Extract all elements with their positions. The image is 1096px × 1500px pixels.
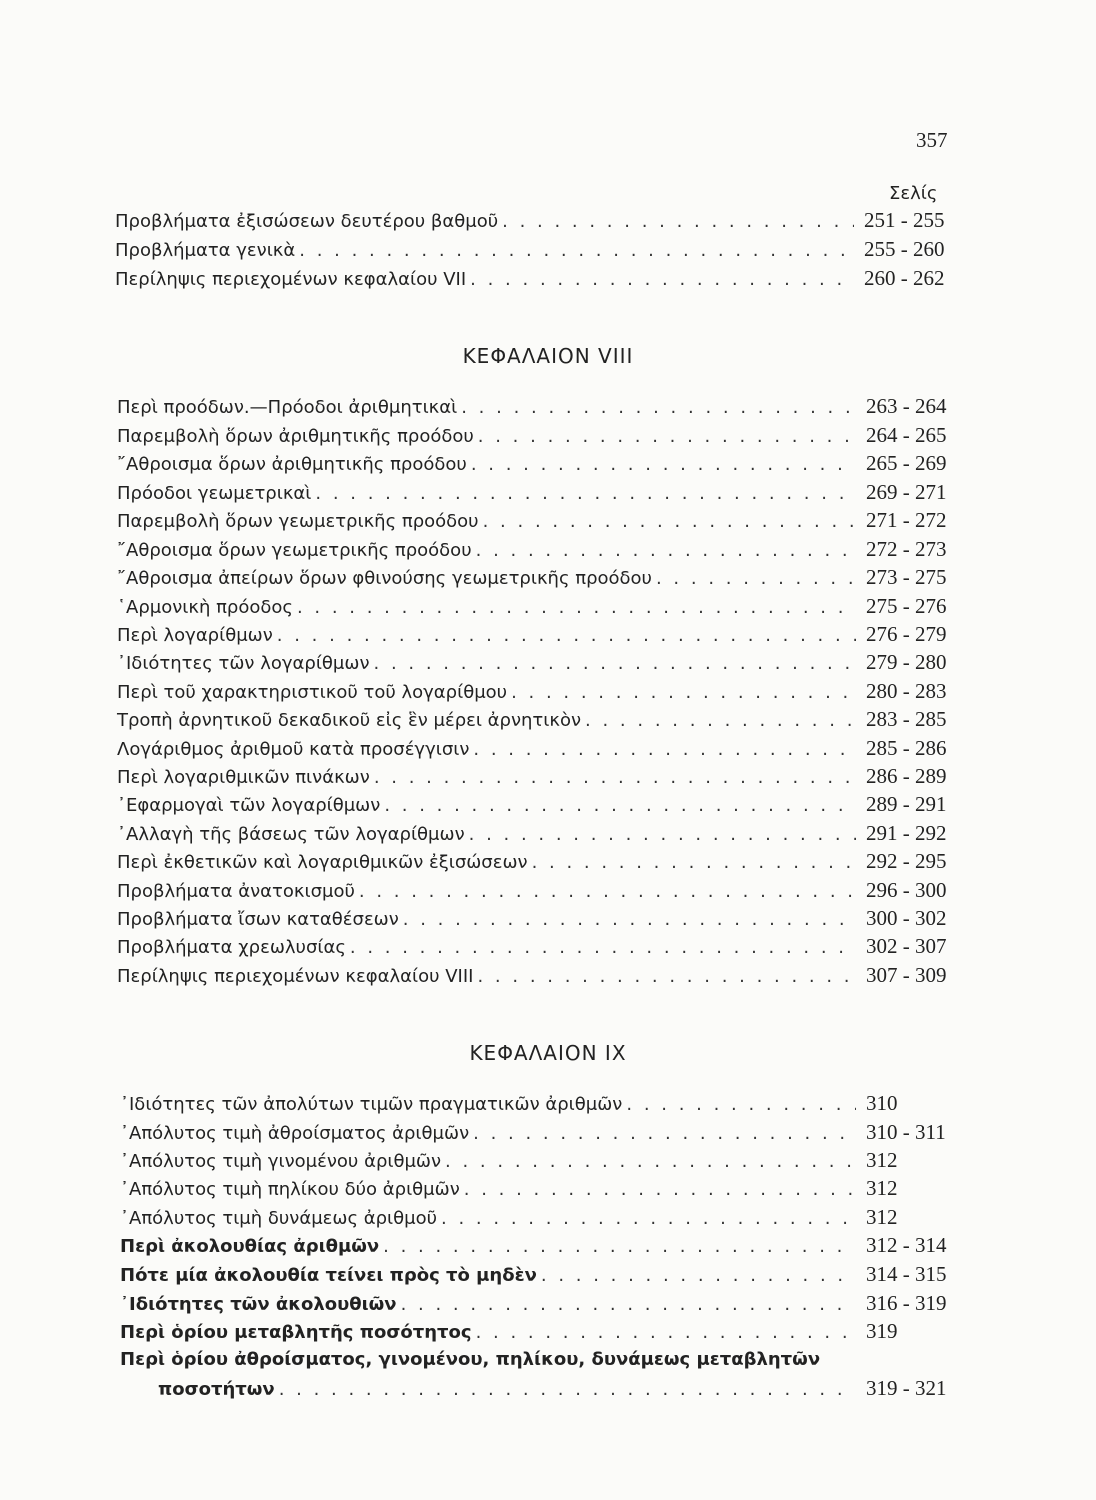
toc-title: Παρεμβολὴ ὅρων ἀριθμητικῆς προόδου [117, 426, 474, 447]
toc-title: ᾿Ιδιότητες τῶν ἀκολουθιῶν [120, 1294, 397, 1315]
toc-entry [115, 265, 960, 291]
dot-leader [502, 209, 854, 235]
toc-entry [120, 1290, 962, 1316]
dot-leader [359, 879, 856, 905]
column-header: Σελίς [889, 183, 938, 204]
toc-title: Περίληψις περιεχομένων κεφαλαίου VIII [117, 966, 474, 987]
dot-leader [299, 238, 854, 264]
dot-leader [532, 850, 856, 876]
dot-leader [461, 395, 856, 421]
toc-entry [117, 649, 962, 675]
toc-title: Προβλήματα γενικὰ [115, 240, 296, 261]
toc-entry [117, 450, 962, 476]
dot-leader [511, 680, 856, 706]
dot-leader [585, 708, 856, 734]
toc-entry [120, 1175, 962, 1201]
toc-pages: 275 - 276 [866, 594, 947, 618]
toc-entry [117, 393, 962, 419]
toc-pages: 319 [866, 1319, 898, 1343]
toc-entry [117, 933, 962, 959]
toc-title: ᾿Ιδιότητες τῶν λογαρίθμων [117, 653, 370, 674]
toc-entry [120, 1147, 962, 1173]
toc-title: Περὶ λογαριθμικῶν πινάκων [117, 767, 370, 788]
toc-pages: 276 - 279 [866, 622, 947, 646]
toc-title: ῾Αρμονικὴ πρόοδος [117, 597, 293, 618]
toc-pages: 300 - 302 [866, 906, 947, 930]
toc-pages: 312 [866, 1148, 898, 1172]
toc-entry [120, 1318, 962, 1344]
toc-entry [120, 1204, 962, 1230]
dot-leader [473, 737, 856, 763]
toc-pages: 280 - 283 [866, 679, 947, 703]
dot-leader [374, 651, 856, 677]
toc-title: Προβλήματα ἴσων καταθέσεων [117, 909, 399, 930]
toc-pages: 273 - 275 [866, 565, 947, 589]
toc-entry [117, 791, 962, 817]
toc-pages: 310 [866, 1091, 898, 1115]
toc-pages: 292 - 295 [866, 849, 947, 873]
chapter-heading: ΚΕΦΑΛΑΙΟΝ VIII [462, 344, 634, 368]
toc-title: Περίληψις περιεχομένων κεφαλαίου VII [115, 269, 467, 290]
dot-leader [383, 1234, 856, 1260]
toc-title: ῎Αθροισμα ὅρων γεωμετρικῆς προόδου [117, 540, 472, 561]
toc-title: ᾿Απόλυτος τιμὴ δυνάμεως ἀριθμοῦ [120, 1208, 438, 1229]
toc-pages: 289 - 291 [866, 792, 947, 816]
dot-leader [476, 1320, 856, 1346]
toc-entry [117, 905, 962, 931]
dot-leader [470, 267, 854, 293]
toc-title: Προβλήματα ἀνατοκισμοῦ [117, 881, 355, 902]
toc-title: Λογάριθμος ἀριθμοῦ κατὰ προσέγγισιν [117, 739, 470, 760]
toc-title: ᾿Ιδιότητες τῶν ἀπολύτων τιμῶν πραγματικῶν ἀριθμῶν [120, 1094, 623, 1115]
dot-leader [350, 935, 856, 961]
dot-leader [483, 509, 856, 535]
toc-title: ᾿Απόλυτος τιμὴ γινομένου ἀριθμῶν [120, 1151, 442, 1172]
toc-pages: 269 - 271 [866, 480, 947, 504]
toc-title: Προβλήματα χρεωλυσίας [117, 937, 346, 958]
toc-entry [117, 848, 962, 874]
toc-entry [117, 593, 962, 619]
dot-leader [279, 1377, 856, 1403]
toc-entry [158, 1375, 962, 1401]
toc-entry [117, 763, 962, 789]
toc-entry [120, 1261, 962, 1287]
dot-leader [541, 1263, 856, 1289]
toc-entry [115, 236, 960, 262]
dot-leader [297, 595, 856, 621]
toc-entry [117, 735, 962, 761]
dot-leader [476, 538, 856, 564]
dot-leader [656, 566, 856, 592]
toc-pages: 265 - 269 [866, 451, 947, 475]
toc-entry [120, 1090, 962, 1116]
toc-title: ᾿Εφαρμογαὶ τῶν λογαρίθμων [117, 795, 381, 816]
dot-leader [478, 424, 856, 450]
toc-entry [117, 621, 962, 647]
toc-pages: 316 - 319 [866, 1291, 947, 1315]
toc-title: Περὶ ἐκθετικῶν καὶ λογαριθμικῶν ἐξισώσεων [117, 852, 528, 873]
toc-entry [120, 1119, 962, 1145]
toc-pages: 271 - 272 [866, 508, 947, 532]
toc-pages: 263 - 264 [866, 394, 947, 418]
toc-pages: 279 - 280 [866, 650, 947, 674]
dot-leader [464, 1177, 856, 1203]
toc-pages: 260 - 262 [864, 266, 945, 290]
dot-leader [403, 907, 856, 933]
toc-pages: 314 - 315 [866, 1262, 947, 1286]
toc-title: Περὶ ὁρίου μεταβλητῆς ποσότητος [120, 1322, 472, 1343]
dot-leader [384, 793, 856, 819]
toc-entry [117, 962, 962, 988]
toc-pages: 312 - 314 [866, 1233, 947, 1257]
chapter-heading: ΚΕΦΑΛΑΙΟΝ IX [469, 1041, 627, 1065]
toc-entry [117, 706, 962, 732]
dot-leader [277, 623, 856, 649]
toc-title: Περὶ τοῦ χαρακτηριστικοῦ τοῦ λογαρίθμου [117, 682, 508, 703]
toc-title: ᾿Απόλυτος τιμὴ ἀθροίσματος ἀριθμῶν [120, 1123, 470, 1144]
dot-leader [374, 765, 856, 791]
page-number: 357 [916, 128, 948, 152]
dot-leader [477, 964, 856, 990]
toc-pages: 319 - 321 [866, 1376, 947, 1400]
toc-pages: 251 - 255 [864, 208, 945, 232]
toc-title: Πότε μία ἀκολουθία τείνει πρὸς τὸ μηδὲν [120, 1265, 537, 1286]
toc-entry [117, 507, 962, 533]
toc-pages: 310 - 311 [866, 1120, 946, 1144]
toc-title: Προβλήματα ἐξισώσεων δευτέρου βαθμοῦ [115, 211, 499, 232]
toc-pages: 264 - 265 [866, 423, 947, 447]
toc-entry [117, 877, 962, 903]
toc-title: ποσοτήτων [158, 1379, 275, 1400]
toc-pages: 296 - 300 [866, 878, 947, 902]
toc-entry [117, 564, 962, 590]
dot-leader [445, 1149, 856, 1175]
toc-title: Παρεμβολὴ ὅρων γεωμετρικῆς προόδου [117, 511, 479, 532]
toc-entry [115, 207, 960, 233]
dot-leader [471, 452, 856, 478]
toc-pages: 312 [866, 1176, 898, 1200]
toc-pages: 302 - 307 [866, 934, 947, 958]
toc-entry [117, 820, 962, 846]
toc-title: Περὶ λογαρίθμων [117, 625, 273, 646]
toc-title: ῎Αθροισμα ὅρων ἀριθμητικῆς προόδου [117, 454, 467, 475]
toc-title: ῎Αθροισμα ἀπείρων ὅρων φθινούσης γεωμετρικῆς προόδου [117, 568, 652, 589]
dot-leader [401, 1292, 856, 1318]
dot-leader [473, 1121, 856, 1147]
dot-leader [441, 1206, 856, 1232]
toc-entry [117, 422, 962, 448]
toc-entry-line1: Περὶ ὁρίου ἀθροίσματος, γινομένου, πηλίκου, δυνάμεως μεταβλητῶν [120, 1349, 821, 1370]
toc-title: Πρόοδοι γεωμετρικαὶ [117, 483, 312, 504]
toc-title: ᾿Απόλυτος τιμὴ πηλίκου δύο ἀριθμῶν [120, 1179, 460, 1200]
toc-pages: 272 - 273 [866, 537, 947, 561]
toc-entry [120, 1232, 962, 1258]
toc-pages: 291 - 292 [866, 821, 947, 845]
toc-title: Τροπὴ ἀρνητικοῦ δεκαδικοῦ εἰς ἓν μέρει ἀρνητικὸν [117, 710, 582, 731]
dot-leader [315, 481, 856, 507]
toc-pages: 312 [866, 1205, 898, 1229]
dot-leader [469, 822, 856, 848]
toc-title: ᾿Αλλαγὴ τῆς βάσεως τῶν λογαρίθμων [117, 824, 465, 845]
toc-pages: 285 - 286 [866, 736, 947, 760]
toc-entry [117, 536, 962, 562]
toc-pages: 286 - 289 [866, 764, 947, 788]
toc-entry [117, 678, 962, 704]
toc-title: Περὶ προόδων.—Πρόοδοι ἀριθμητικαὶ [117, 397, 458, 418]
dot-leader [626, 1092, 856, 1118]
toc-pages: 255 - 260 [864, 237, 945, 261]
toc-title: Περὶ ἀκολουθίας ἀριθμῶν [120, 1236, 380, 1257]
toc-entry [117, 479, 962, 505]
toc-pages: 307 - 309 [866, 963, 947, 987]
toc-pages: 283 - 285 [866, 707, 947, 731]
